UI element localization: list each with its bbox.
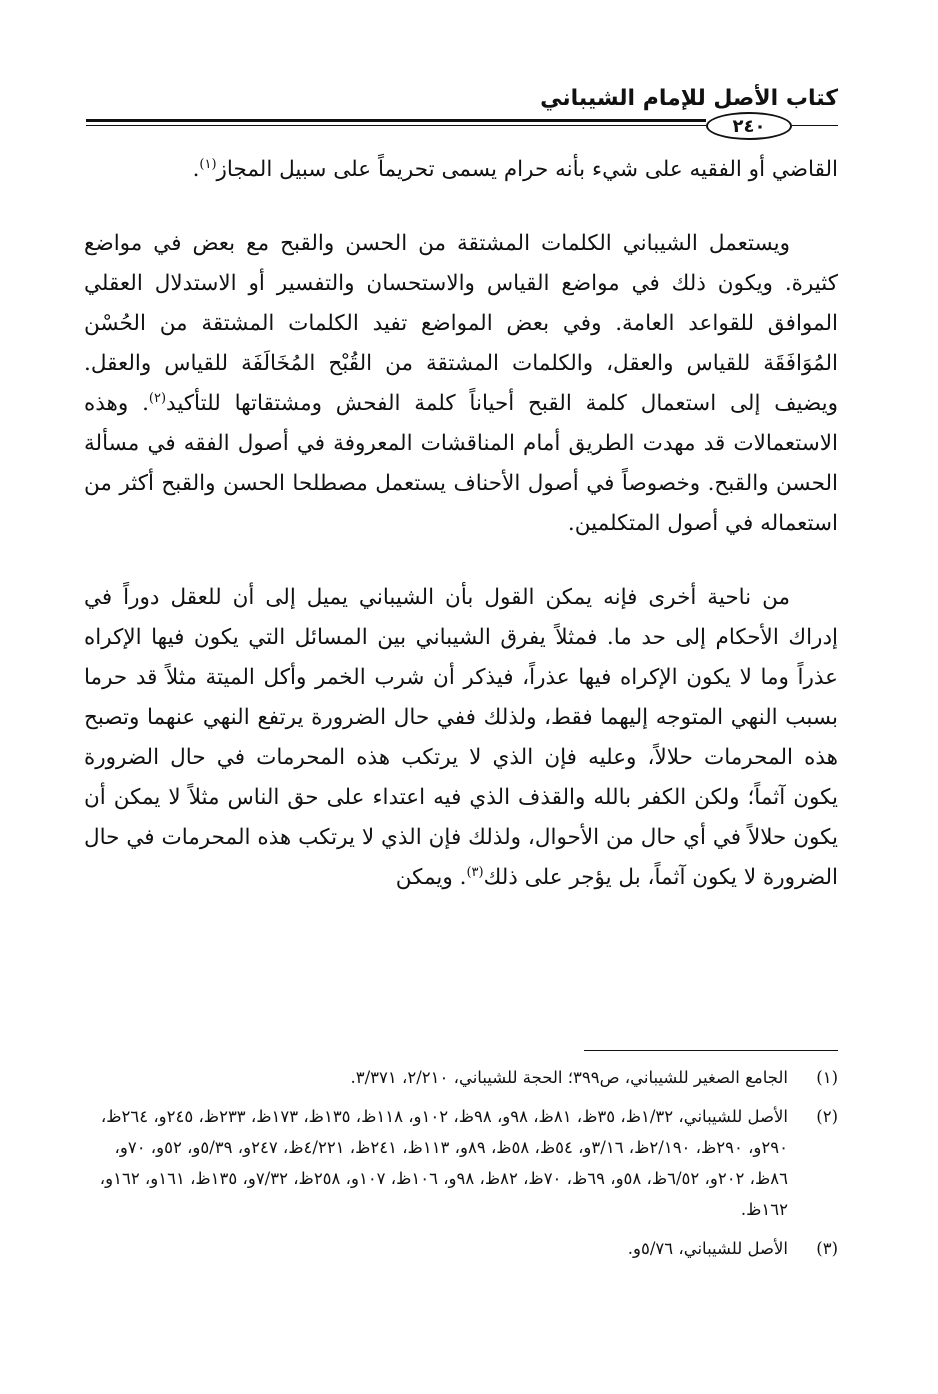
paragraph-text-end: . [192, 157, 200, 182]
footnote-ref: (٣) [466, 864, 484, 880]
paragraph-text: القاضي أو الفقيه على شيء بأنه حرام يسمى تحريماً على سبيل المجاز [216, 157, 838, 182]
paragraph-text: ويستعمل الشيباني الكلمات المشتقة من الحسن والقبح مع بعض في مواضع كثيرة. ويكون ذلك في مواضع القياس والاستحسان والتفسير أو الاستدلال العقلي الموافق للقواعد العامة. وفي بعض المواضع تفيد الكلمات المشتقة من الحُسْن المُوَافَقَة للقياس والعقل، والكلمات المشتقة من القُبْح المُخَالَفَة للقياس والعقل. ويضيف إلى استعمال كلمة القبح أحياناً كلمة الفحش ومشتقاتها للتأكيد [84, 231, 838, 416]
footnote-number: (٣) [816, 1239, 838, 1258]
paragraph [84, 150, 838, 190]
page-header [86, 84, 838, 137]
header-rule-thick [86, 119, 706, 122]
footnote [86, 1233, 838, 1264]
page-number: ٢٤٠ [706, 112, 792, 140]
paragraph [84, 224, 838, 544]
paragraph [84, 578, 838, 898]
footnote-ref: (٢) [148, 390, 167, 406]
footnote-ref: (١) [199, 156, 217, 172]
footnote [86, 1101, 838, 1225]
footnote [86, 1062, 838, 1093]
footnote-separator [584, 1050, 838, 1051]
paragraph-text-end: . وهذه الاستعمالات قد مهدت الطريق أمام المناقشات المعروفة في أصول الفقه في مسألة الحسن والقبح. وخصوصاً في أصول الأحناف يستعمل مصطلحا الحسن والقبح أكثر من استعماله في أصول المتكلمين. [84, 391, 838, 536]
footnote-text: الجامع الصغير للشيباني، ص٣٩٩؛ الحجة للشيباني، ٢/٢١٠، ٣/٣٧١. [350, 1068, 788, 1087]
footnote-number: (١) [816, 1068, 838, 1087]
main-text [84, 150, 838, 898]
paragraph-text-end: . ويمكن [395, 865, 467, 890]
header-rule-thin [86, 125, 706, 126]
paragraph-text: من ناحية أخرى فإنه يمكن القول بأن الشيباني يميل إلى أن للعقل دوراً في إدراك الأحكام إلى حد ما. فمثلاً يفرق الشيباني بين المسائل التي يكون فيها الإكراه عذراً وما لا يكون الإكراه فيها عذراً، فيذكر أن شرب الخمر وأكل الميتة مثلاً قد حرما بسبب النهي المتوجه إليهما فقط، ولذلك ففي حال الضرورة يرتفع النهي عنهما وتصبح هذه المحرمات حلالاً، وعليه فإن الذي لا يرتكب هذه المحرمات في حال الضرورة يكون آثماً؛ ولكن الكفر بالله والقذف الذي فيه اعتداء على حق الناس مثلاً لا يمكن أن يكون حلالاً في أي حال من الأحوال، ولذلك فإن الذي لا يرتكب هذه المحرمات في حال الضرورة لا يكون آثماً، بل يؤجر على ذلك [84, 585, 838, 890]
running-title: كتاب الأصل للإمام الشيباني [540, 86, 838, 111]
footnote-number: (٢) [816, 1107, 838, 1126]
footnote-text: الأصل للشيباني، ١/٣٢ظ، ٣٥ظ، ٨١ظ، ٩٨و، ٩٨ظ، ١٠٢و، ١١٨ظ، ١٣٥ظ، ١٧٣ظ، ٢٣٣ظ، ٢٤٥و، ٢٦٤ظ، ٢٩٠و، ٢٩٠ظ، ٢/١٩٠ظ، ٣/١٦و، ٥٤ظ، ٥٨ظ، ٨٩و، ١١٣ظ، ٢٤١ظ، ٤/٢٢١ظ، ٢٤٧و، ٥/٣٩و، ٥٢و، ٧٠و، ٨٦ظ، ٢٠٢و، ٦/٥٢ظ، ٥٨و، ٦٩ظ، ٧٠ظ، ٨٢ظ، ٩٨و، ١٠٦ظ، ١٠٧و، ٢٥٨ظ، ٧/٣٢و، ١٣٥ظ، ١٦١و، ١٦٢و، ١٦٢ظ. [99, 1107, 788, 1219]
footnotes [86, 1062, 838, 1272]
footnote-text: الأصل للشيباني، ٥/٧٦و. [627, 1239, 788, 1258]
header-rule-right [792, 125, 838, 126]
